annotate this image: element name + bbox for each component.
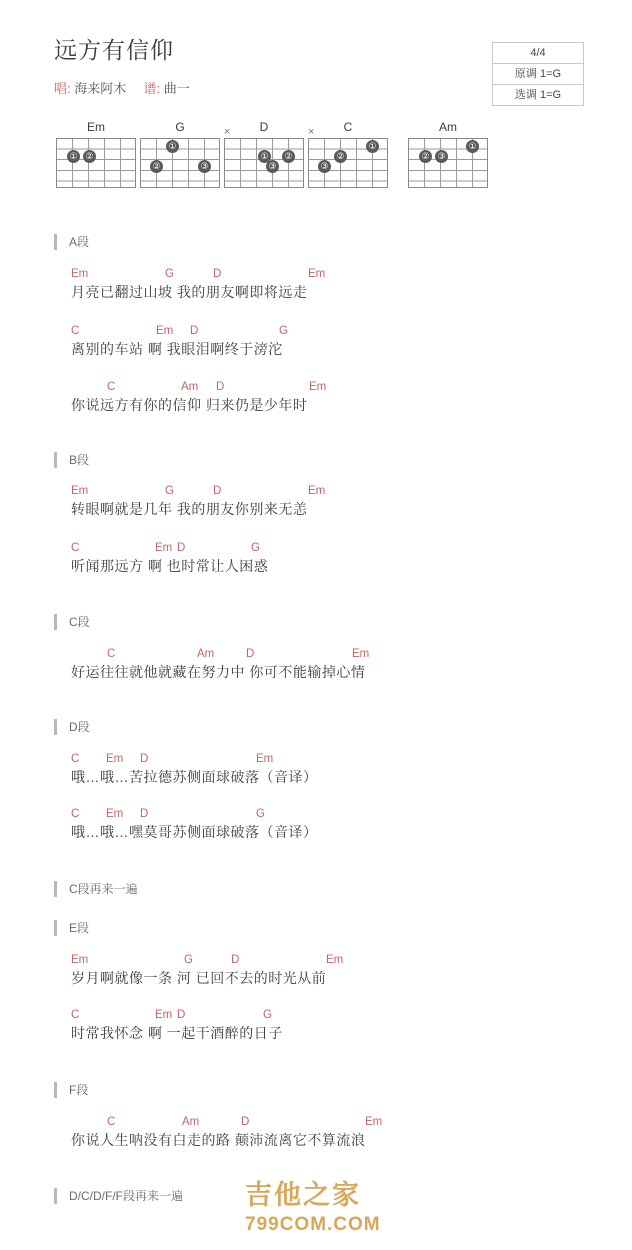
chord-label: Em [106,808,124,820]
lyric-line-c1 [71,648,370,682]
chord-diagram-row [54,120,594,210]
chord-label: Em [365,1116,383,1128]
section-marker-f: F段 [54,1082,88,1098]
chord-label: Em [155,542,173,554]
lyric-line-b2 [71,542,268,576]
chord-diagram-em [54,120,138,188]
finger-dot: ① [166,140,179,153]
chord-label: G [165,268,174,280]
finger-dot: ② [83,150,96,163]
chord-row [71,325,288,340]
time-signature: 4/4 [493,43,583,64]
chord-label: C [107,648,116,660]
chord-row [71,268,326,283]
lyric-text: 你说远方有你的信仰 归来仍是少年时 [71,397,308,413]
chord-row [71,753,318,768]
chord-name: G [175,120,185,134]
chord-diagram-c [306,120,390,188]
lyric-line-b1 [71,485,326,519]
chord-label: G [279,325,288,337]
chord-label: D [241,1116,250,1128]
lyric-text: 听闻那远方 啊 也时常让人困惑 [71,558,269,574]
chord-label: Em [308,485,326,497]
lyric-line-d2 [71,808,318,842]
lyric-line-e1 [71,954,344,988]
chord-row [71,381,327,396]
chord-row [71,542,268,557]
chord-diagram-d [222,120,306,188]
finger-dot: ③ [198,160,211,173]
chord-diagram-am [406,120,490,188]
chord-label: G [256,808,265,820]
finger-dot: ① [258,150,271,163]
section-marker-c: C段 [54,614,90,630]
chord-label: Em [309,381,327,393]
watermark-sub: 799COM.COM [245,1214,381,1235]
fretboard-grid [224,126,304,188]
chord-name: Em [87,120,105,134]
chord-label: C [71,325,80,337]
chord-label: Em [71,485,89,497]
chord-label: Em [352,648,370,660]
section-marker-d: D段 [54,719,90,735]
chord-label: Em [71,954,89,966]
lyric-text: 哦…哦…苦拉德苏侧面球破落（音译） [71,769,318,785]
finger-dot: ② [419,150,432,163]
finger-dot: ③ [266,160,279,173]
chord-row [71,808,318,823]
singer-name: 海来阿木 [74,81,127,96]
chord-label: Am [181,381,199,393]
chord-label: Em [155,1009,173,1021]
chord-label: C [71,808,80,820]
fretboard-grid [140,138,220,188]
key-info-box [492,42,584,106]
lyric-text: 月亮已翻过山坡 我的朋友啊即将远走 [71,284,308,300]
mute-marker: × [308,126,315,138]
finger-dot: ② [334,150,347,163]
lyric-text: 岁月啊就像一条 河 已回不去的时光从前 [71,970,327,986]
chord-label: Em [156,325,174,337]
lyric-line-f1 [71,1116,383,1150]
lyric-text: 时常我怀念 啊 一起干酒醉的日子 [71,1025,283,1041]
fretboard-grid [408,138,488,188]
section-marker-e: E段 [54,920,89,936]
finger-dot: ② [282,150,295,163]
chord-label: G [251,542,260,554]
lyric-text: 哦…哦…嘿莫哥苏侧面球破落（音译） [71,824,318,840]
watermark [245,1180,381,1240]
chord-label: Em [71,268,89,280]
chord-label: Am [182,1116,200,1128]
section-marker-c-repeat: C段再来一遍 [54,881,138,897]
arranger-name: 曲一 [163,81,190,96]
lyric-line-d1 [71,753,318,787]
arranger-label: 谱: [143,81,161,96]
section-marker-a: A段 [54,234,89,250]
chord-label: G [165,485,174,497]
chord-label: D [177,542,186,554]
chord-label: G [184,954,193,966]
section-marker-outro: D/C/D/F/F段再来一遍 [54,1188,183,1204]
chord-name: Am [439,120,457,134]
finger-dot: ① [466,140,479,153]
lyric-text: 离别的车站 啊 我眼泪啊终于滂沱 [71,341,283,357]
chord-label: D [177,1009,186,1021]
lyric-line-a3 [71,381,327,415]
chord-label: D [140,753,149,765]
chord-label: Em [326,954,344,966]
chord-row [71,1116,383,1131]
lyric-line-a1 [71,268,326,302]
lyric-text: 好运往往就他就藏在努力中 你可不能输掉心情 [71,664,366,680]
chord-name: D [259,120,269,134]
lyric-line-a2 [71,325,288,359]
selected-key: 选调 1=G [514,89,562,101]
page-title: 远方有信仰 [54,37,174,63]
chord-label: C [107,1116,116,1128]
finger-dot: ② [150,160,163,173]
chord-label: Em [308,268,326,280]
finger-dot: ③ [435,150,448,163]
chord-diagram-g [138,120,222,188]
chord-row [71,648,370,663]
chord-label: C [71,753,80,765]
credits [54,78,190,97]
chord-label: D [246,648,255,660]
chord-label: D [231,954,240,966]
finger-dot: ③ [318,160,331,173]
chord-label: D [190,325,199,337]
finger-dot: ① [67,150,80,163]
mute-marker: × [224,126,231,138]
chord-name: C [343,120,353,134]
chord-label: C [107,381,116,393]
chord-label: D [213,268,222,280]
chord-label: Em [256,753,274,765]
watermark-main: 吉他之家 [245,1180,361,1210]
chord-label: D [213,485,222,497]
chord-label: Em [106,753,124,765]
singer-label: 唱: [54,81,71,96]
section-marker-b: B段 [54,452,89,468]
lyric-line-e2 [71,1009,283,1043]
chord-row [71,485,326,500]
chord-row [71,1009,283,1024]
chord-label: D [216,381,225,393]
fretboard-grid [56,138,136,188]
fretboard-grid [308,126,388,188]
original-key: 原调 1=G [493,64,583,85]
chord-row [71,954,344,969]
lyric-text: 你说人生呐没有白走的路 颠沛流离它不算流浪 [71,1132,366,1148]
finger-dot: ① [366,140,379,153]
chord-label: C [71,1009,80,1021]
lyric-text: 转眼啊就是几年 我的朋友你别来无恙 [71,501,308,517]
chord-label: D [140,808,149,820]
chord-label: Am [197,648,215,660]
chord-label: C [71,542,80,554]
chord-label: G [263,1009,272,1021]
